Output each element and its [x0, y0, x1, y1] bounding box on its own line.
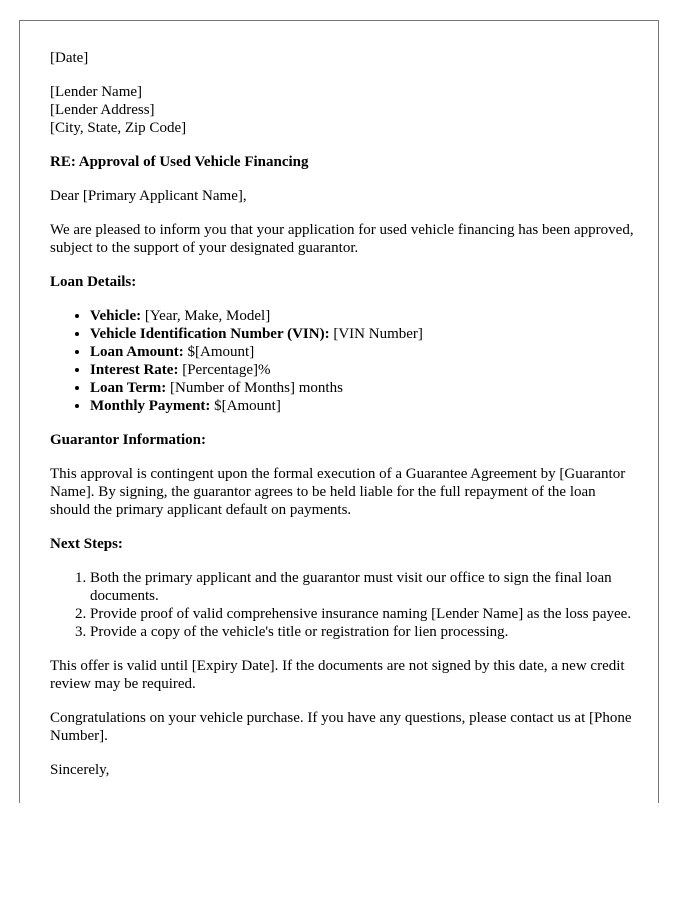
loan-detail-value: $[Amount] [210, 398, 281, 414]
loan-detail-item [90, 397, 634, 415]
letter-date: [Date] [50, 50, 89, 66]
letter-page [19, 20, 659, 803]
recipient-name: [Lender Name] [50, 84, 143, 100]
guarantor-text: This approval is contingent upon the formal execution of a Guarantee Agreement by [Guarantor Name]. By signing, the guarantor agrees to be held liable for the full repayment of the loan should the primary applicant default on payments. [50, 466, 626, 518]
next-steps-heading: Next Steps: [50, 536, 123, 552]
recipient-city: [City, State, Zip Code] [50, 120, 187, 136]
loan-details-heading: Loan Details: [50, 274, 137, 290]
loan-detail-item [90, 325, 634, 343]
loan-detail-item [90, 307, 634, 325]
next-step-item: 1. Both the primary applicant and the guarantor must visit our office to sign the final loan documents. [90, 569, 634, 605]
loan-detail-value: [Percentage]% [178, 362, 271, 378]
letter-intro: We are pleased to inform you that your application for used vehicle financing has been approved, subject to the support of your designated guarantor. [50, 222, 634, 256]
next-step-item: 2. Provide proof of valid comprehensive insurance naming [Lender Name] as the loss payee. [90, 605, 634, 623]
letter-greeting: Dear [Primary Applicant Name], [50, 188, 247, 204]
loan-detail-label: Loan Amount: [90, 344, 184, 360]
recipient-address [50, 83, 634, 137]
loan-detail-label: Monthly Payment: [90, 398, 211, 414]
loan-detail-label: Interest Rate: [90, 362, 179, 378]
closing-note: Congratulations on your vehicle purchase. If you have any questions, please contact us at [Phone Number]. [50, 710, 632, 744]
loan-details-list [50, 307, 634, 415]
signoff: Sincerely, [50, 762, 110, 778]
loan-detail-label: Vehicle Identification Number (VIN): [90, 326, 330, 342]
guarantor-heading: Guarantor Information: [50, 432, 206, 448]
loan-detail-label: Loan Term: [90, 380, 167, 396]
loan-detail-item [90, 379, 634, 397]
validity-note: This offer is valid until [Expiry Date]. If the documents are not signed by this date, a new credit review may be required. [50, 658, 625, 692]
letter-subject: RE: Approval of Used Vehicle Financing [50, 154, 309, 170]
loan-detail-value: $[Amount] [183, 344, 255, 360]
loan-detail-value: [VIN Number] [329, 326, 423, 342]
next-steps-list [50, 569, 634, 641]
loan-detail-item [90, 343, 634, 361]
loan-detail-value: [Number of Months] months [166, 380, 343, 396]
recipient-street: [Lender Address] [50, 102, 155, 118]
loan-detail-label: Vehicle: [90, 308, 142, 324]
letter-body [50, 49, 634, 795]
loan-detail-value: [Year, Make, Model] [141, 308, 271, 324]
next-step-item: 3. Provide a copy of the vehicle's title or registration for lien processing. [90, 623, 634, 641]
loan-detail-item [90, 361, 634, 379]
